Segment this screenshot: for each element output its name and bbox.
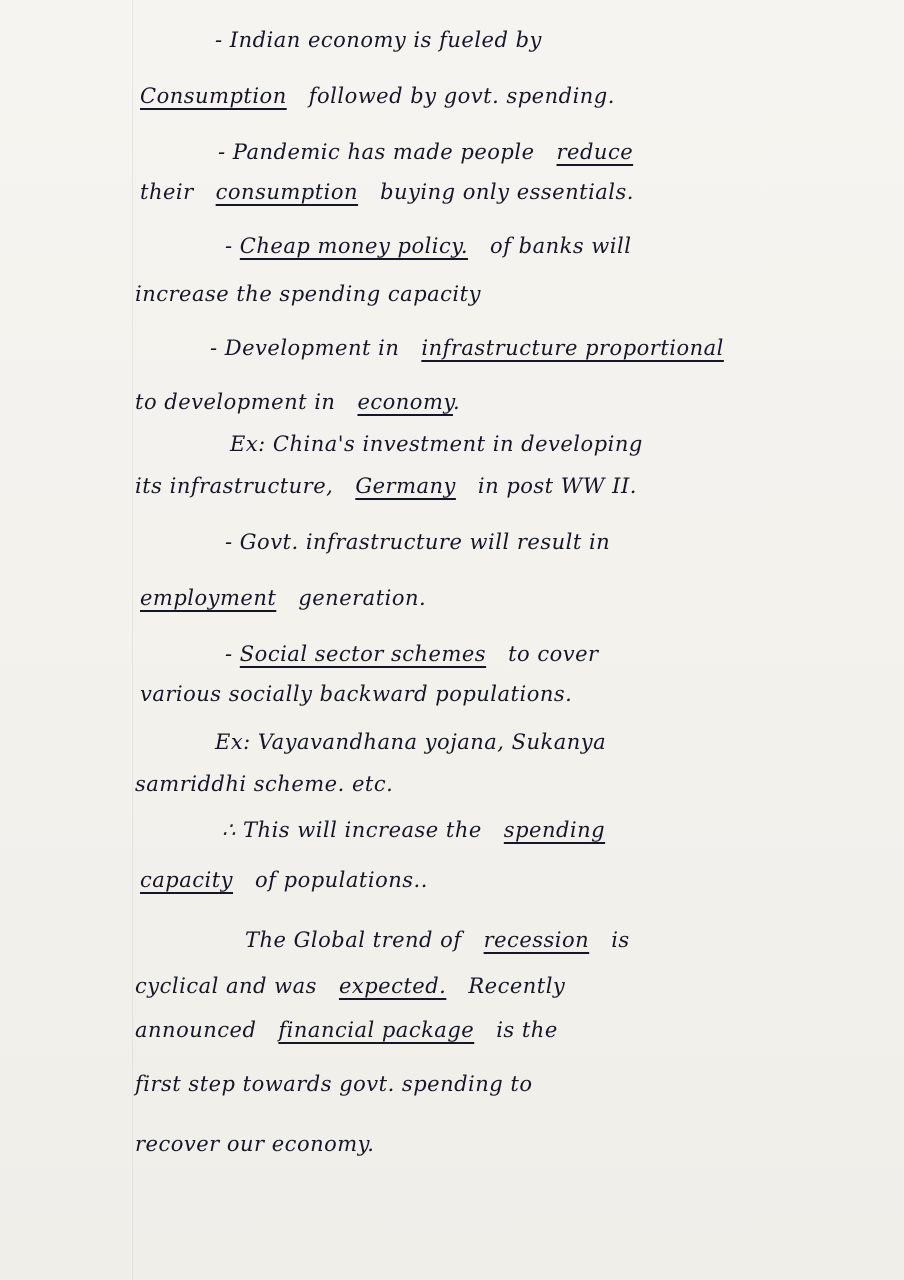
note-line-1: - Indian economy is fueled by [215,28,542,52]
note-line-13: - Social sector schemes to cover [225,642,599,666]
note-line-7: - Development in infrastructure proportional [210,336,724,360]
note-line-2: Consumption followed by govt. spending. [140,84,615,108]
note-line-17: ∴ This will increase the spending [222,818,606,842]
note-line-16: samriddhi scheme. etc. [135,772,394,796]
note-line-19: The Global trend of recession is [245,928,630,952]
note-line-14: various socially backward populations. [140,682,573,706]
note-line-23: recover our economy. [135,1132,375,1156]
note-line-4: their consumption buying only essentials. [140,180,634,204]
note-line-8: to development in economy. [135,390,461,414]
note-line-20: cyclical and was expected. Recently [135,974,566,998]
note-line-5: - Cheap money policy. of banks will [225,234,632,258]
note-line-12: employment generation. [140,586,427,610]
note-line-15: Ex: Vayavandhana yojana, Sukanya [215,730,607,754]
note-line-11: - Govt. infrastructure will result in [225,530,611,554]
note-line-18: capacity of populations.. [140,868,428,892]
note-line-10: its infrastructure, Germany in post WW II. [135,474,637,498]
note-line-3: - Pandemic has made people reduce [218,140,634,164]
note-line-21: announced financial package is the [135,1018,558,1042]
note-line-9: Ex: China's investment in developing [230,432,643,456]
page-margin-line [132,0,133,1280]
note-line-22: first step towards govt. spending to [135,1072,533,1096]
note-line-6: increase the spending capacity [135,282,481,306]
